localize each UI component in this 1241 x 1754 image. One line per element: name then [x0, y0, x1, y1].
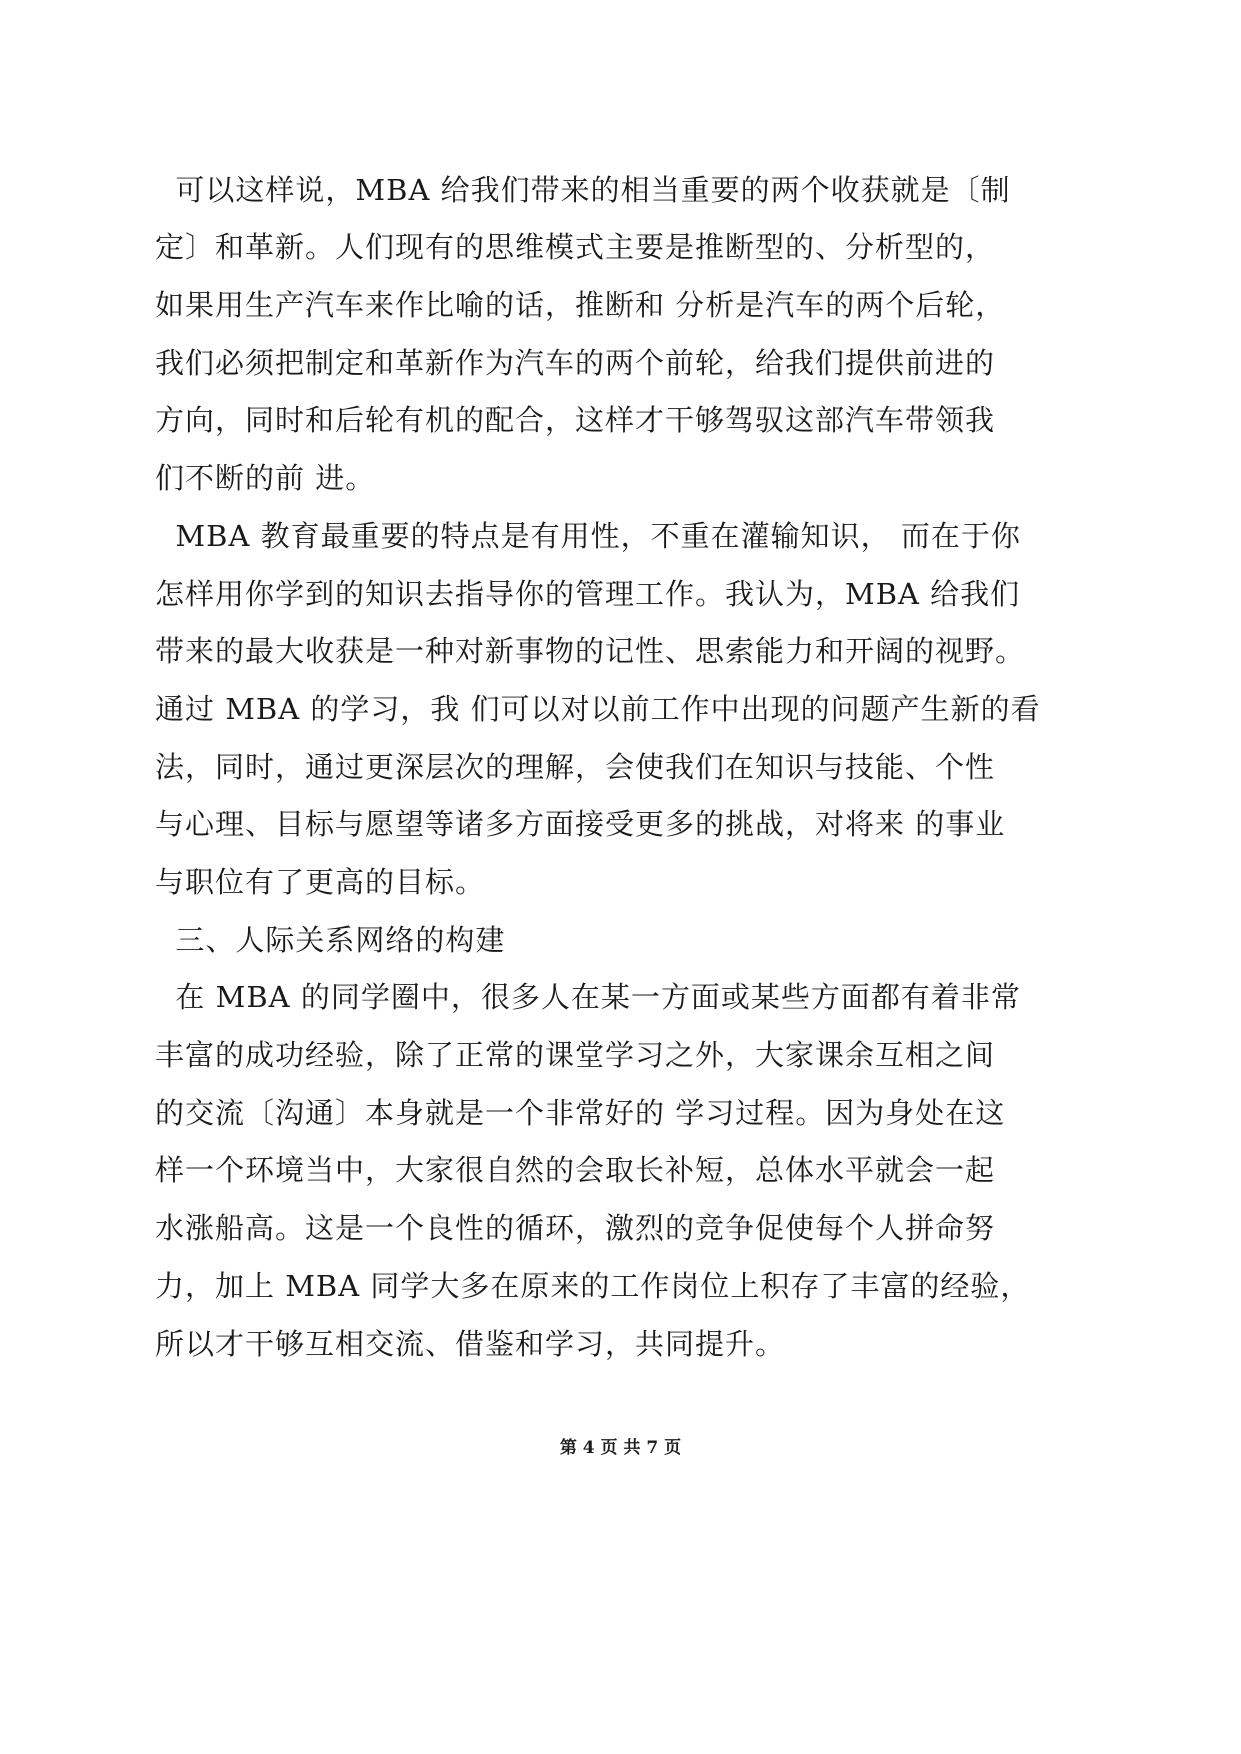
- page-number-footer: 第 4 页 共 7 页: [559, 1438, 682, 1458]
- body-text-line: 水涨船高。这是一个良性的循环，激烈的竞争促使每个人拼命努: [155, 1211, 996, 1245]
- body-text-line: 通过 MBA 的学习，我 们可以对以前工作中出现的问题产生新的看: [155, 692, 1041, 726]
- body-text-line: 与心理、目标与愿望等诸多方面接受更多的挑战，对将来 的事业: [155, 807, 1006, 841]
- body-text-line: 我们必须把制定和革新作为汽车的两个前轮，给我们提供前进的: [155, 346, 996, 380]
- body-text-line: 可以这样说，MBA 给我们带来的相当重要的两个收获就是〔制: [155, 173, 1011, 207]
- body-text-line: 与职位有了更高的目标。: [155, 865, 486, 899]
- body-text-line: 所以才干够互相交流、借鉴和学习，共同提升。: [155, 1327, 786, 1361]
- body-text-line: 怎样用你学到的知识去指导你的管理工作。我认为，MBA 给我们: [155, 577, 1021, 611]
- body-text-line: 们不断的前 进。: [155, 461, 376, 495]
- body-text-line: 丰富的成功经验，除了正常的课堂学习之外，大家课余互相之间: [155, 1038, 996, 1072]
- body-text-line: 的交流〔沟通〕本身就是一个非常好的 学习过程。因为身处在这: [155, 1096, 1006, 1130]
- body-text-line: 样一个环境当中，大家很自然的会取长补短，总体水平就会一起: [155, 1153, 996, 1187]
- section-heading: 三、人际关系网络的构建: [155, 923, 506, 957]
- body-text-line: 带来的最大收获是一种对新事物的记性、思索能力和开阔的视野。: [155, 634, 1026, 668]
- body-text-line: 如果用生产汽车来作比喻的话，推断和 分析是汽车的两个后轮，: [155, 288, 1006, 322]
- body-text-line: 定〕和革新。人们现有的思维模式主要是推断型的、分析型的，: [155, 230, 996, 264]
- body-text-line: 方向，同时和后轮有机的配合，这样才干够驾驭这部汽车带领我: [155, 403, 996, 437]
- body-text-line: 法，同时，通过更深层次的理解，会使我们在知识与技能、个性: [155, 750, 996, 784]
- body-text-line: 力，加上 MBA 同学大多在原来的工作岗位上积存了丰富的经验，: [155, 1269, 1031, 1303]
- body-text-line: 在 MBA 的同学圈中，很多人在某一方面或某些方面都有着非常: [155, 980, 1021, 1014]
- body-text-line: MBA 教育最重要的特点是有用性，不重在灌输知识， 而在于你: [155, 519, 1021, 553]
